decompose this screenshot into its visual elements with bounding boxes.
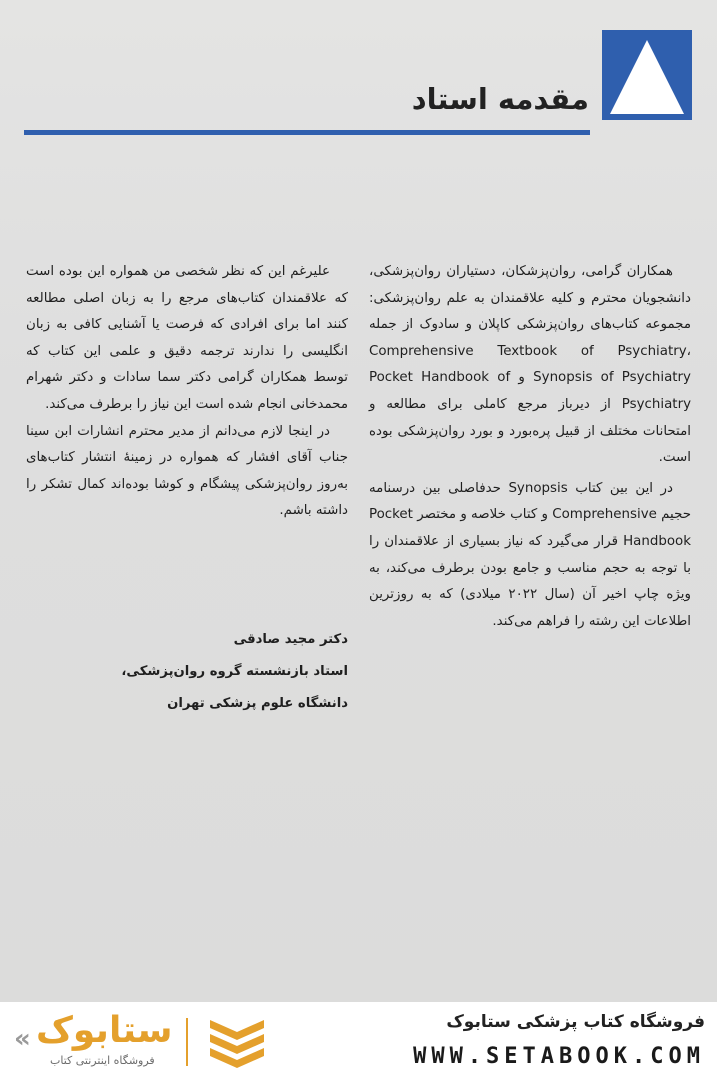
right-text-column — [369, 259, 691, 635]
book-stack-icon — [206, 1016, 268, 1072]
shop-url-link[interactable]: WWW.SETABOOK.COM — [413, 1044, 705, 1069]
chapter-title: مقدمه استاد — [411, 82, 589, 116]
signature-name: دکتر مجید صادقی — [233, 632, 348, 647]
logo-tagline: فروشگاه اینترنتی کتاب — [50, 1054, 155, 1067]
shop-name: فروشگاه کتاب پزشکی ستابوک — [446, 1012, 705, 1032]
watermark-footer — [0, 1002, 717, 1080]
paragraph: همکاران گرامی، روان‌پزشکان، دستیاران روان‌پزشکی، دانشجویان محترم و کلیه علاقمندان به علم روان‌پزشکی: مجموعه کتاب‌های روان‌پزشکی کاپلان و سادوک از جمله Comprehensive Textbook of Psychiatry، Synopsis of Psychiatry و Pocket Handbook of Psychiatry از دیرباز مرجع کاملی برای مطالعه و امتحانات مختلف از قبیل پره‌بورد و بورد روان‌پزشکی بوده است. — [369, 264, 691, 466]
signature-role: استاد بازنشسته گروه روان‌پزشکی، — [121, 664, 348, 679]
chapter-triangle-icon — [602, 30, 692, 120]
paragraph: علیرغم این که نظر شخصی من همواره این بوده است که علاقمندان کتاب‌های مرجع را به زبان اصلی مطالعه کنند اما برای افرادی که فرصت یا آشنایی کافی به زبان انگلیسی را ندارند ترجمه دقیق و علمی این کتاب که توسط همکاران گرامی دکتر سما سادات و دکتر شهرام محمدخانی انجام شده است این نیاز را برطرف می‌کند. — [26, 264, 348, 412]
signature-block — [30, 624, 348, 720]
title-underline — [24, 130, 590, 135]
paragraph: در اینجا لازم می‌دانم از مدیر محترم انشارات ابن سینا جناب آقای افشار که همواره در زمینهٔ انتشار کتاب‌های به‌روز روان‌پزشکی پیشگام و کوشا بوده‌اند کمال تشکر را داشته باشم. — [26, 423, 348, 519]
signature-affiliation: دانشگاه علوم پزشکی تهران — [167, 696, 348, 711]
chevron-left-icon: « — [14, 1024, 31, 1054]
logo-divider — [186, 1018, 188, 1066]
left-text-column — [26, 259, 348, 525]
paragraph: در این بین کتاب Synopsis حدفاصلی بین درسنامه حجیم Comprehensive و کتاب خلاصه و مختصر Pocket Handbook قرار می‌گیرد که نیاز بسیاری از علاقمندان را با توجه به حجم مناسب و جامع بودن برطرف می‌کند، به ویژه چاپ اخیر آن (سال ۲۰۲۲ میلادی) که به روزترین اطلاعات این رشته را فراهم می‌کند. — [369, 480, 692, 629]
logo-wordmark: ستابوک — [36, 1010, 173, 1051]
